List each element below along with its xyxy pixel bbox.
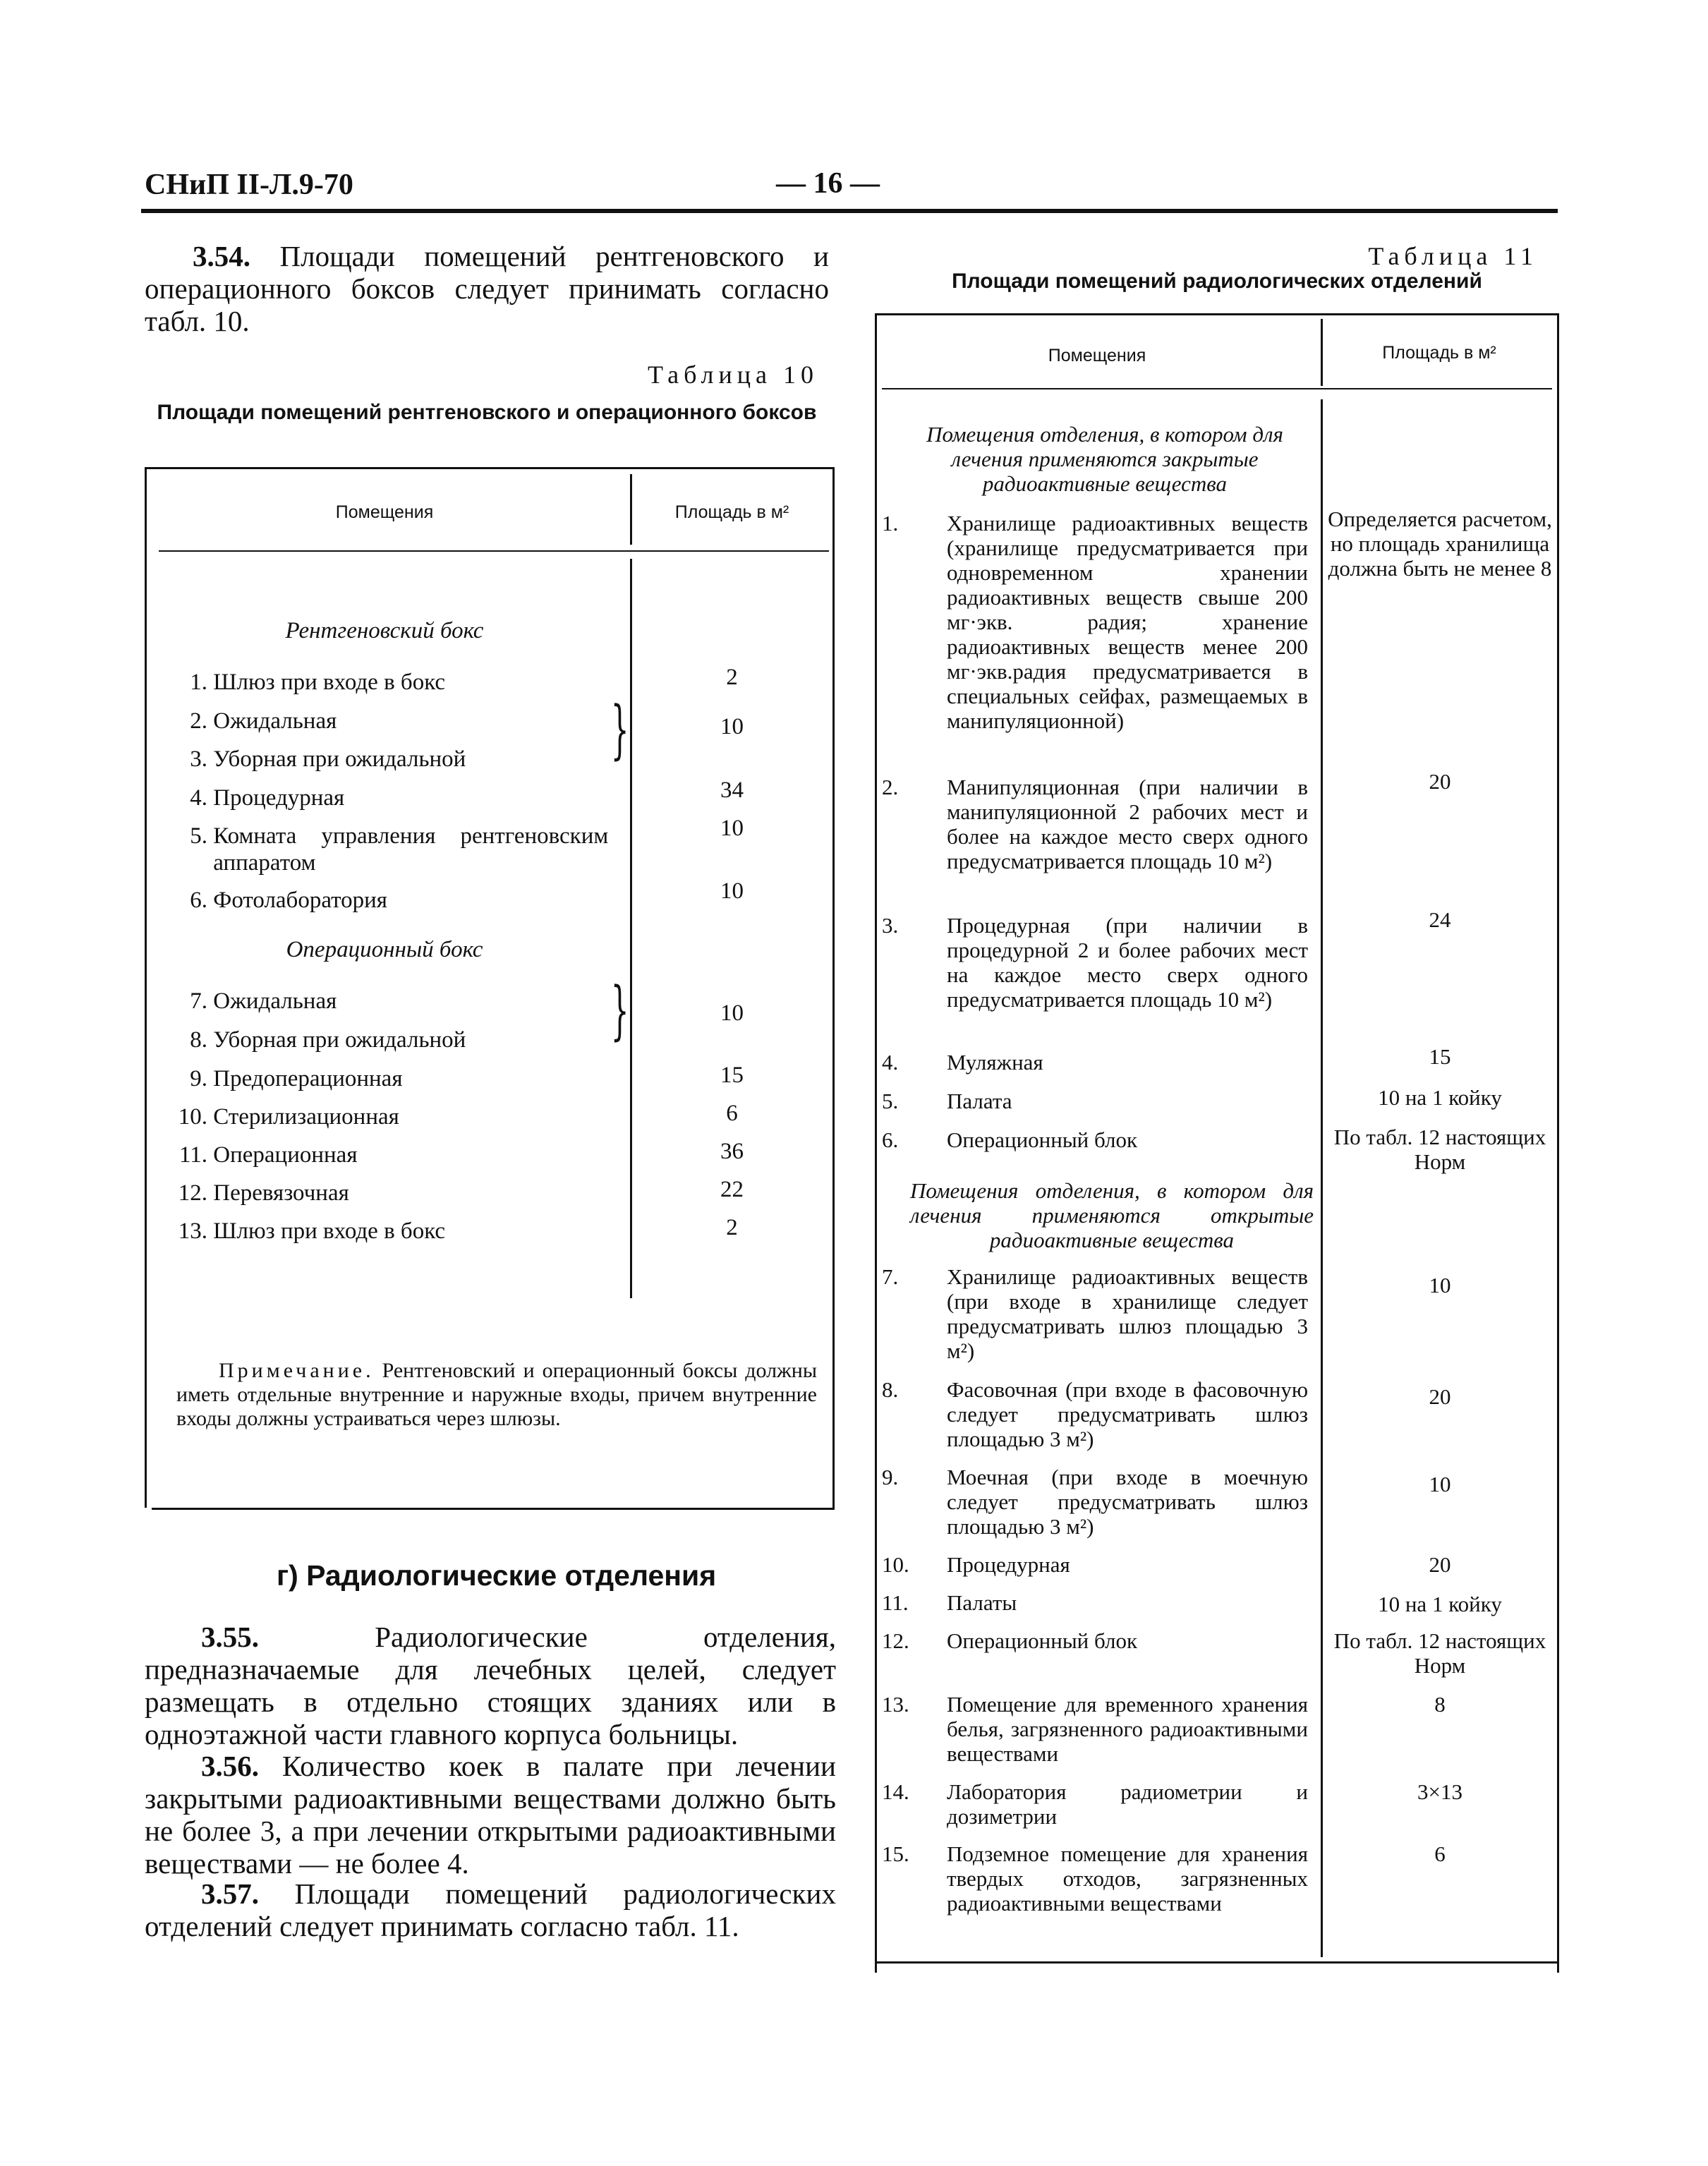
table-10-row bbox=[176, 1027, 621, 1053]
row-area: 22 bbox=[720, 1177, 744, 1202]
paragraph-text: Количество коек в палате при лечении закрытыми радиоактивными веществами должно быть не более 3, а при лечении открытыми радиоактивными веществами — не более 4. bbox=[145, 1750, 836, 1880]
table-10-section: Операционный бокс bbox=[286, 937, 483, 962]
group-brace-icon: } bbox=[610, 974, 629, 1048]
row-area: 10 на 1 койку bbox=[1378, 1592, 1502, 1616]
table-11-top-rule bbox=[875, 313, 1559, 315]
row-area: 10 bbox=[720, 878, 744, 904]
row-room: Операционная bbox=[213, 1142, 358, 1168]
row-room: Процедурная (при наличии в процедурной 2 и более рабочих мест на каждое место сверх одного предусматривается площадь 10 м²) bbox=[947, 913, 1308, 1012]
row-room: Моечная (при входе в моечную следует предусматривать шлюз площадью 3 м²) bbox=[947, 1465, 1308, 1539]
row-area: 20 bbox=[1429, 769, 1451, 794]
table-11-header-rooms: Помещения bbox=[1048, 346, 1146, 365]
row-room: Хранилище радиоактивных веществ (при входе в хранилище следует предусматривать шлюз площадью 3 м²) bbox=[947, 1264, 1308, 1363]
row-number: 5. bbox=[882, 1089, 899, 1113]
row-area: Определяется расчетом, но площадь хранилища должна быть не менее 8 bbox=[1328, 507, 1552, 581]
table-11-row bbox=[882, 913, 1312, 1012]
table-11-header-rule bbox=[882, 388, 1552, 389]
table-10-note bbox=[176, 1359, 817, 1431]
row-room: Манипуляционная (при наличии в манипуляционной 2 рабочих мест и более на каждое место сверх одного предусматривается площадь 10 м²) bbox=[947, 775, 1308, 873]
paragraph-number: 3.57. bbox=[201, 1877, 259, 1910]
paragraph-number: 3.55. bbox=[201, 1621, 259, 1653]
row-number: 15. bbox=[882, 1841, 909, 1866]
row-room: Фасовочная (при входе в фасовочную следует предусматривать шлюз площадью 3 м²) bbox=[947, 1377, 1308, 1451]
group-area: 10 bbox=[720, 1000, 744, 1026]
table-10-row bbox=[176, 669, 621, 696]
table-10-right-border bbox=[832, 467, 835, 1508]
table-10-row bbox=[176, 887, 621, 914]
row-number: 14. bbox=[882, 1779, 909, 1804]
row-room: Процедурная bbox=[947, 1552, 1070, 1577]
table-10-header-rooms: Помещения bbox=[335, 502, 434, 522]
row-area: 36 bbox=[720, 1139, 744, 1164]
table-11-column-divider bbox=[1321, 399, 1323, 1957]
row-number: 8. bbox=[190, 1027, 207, 1053]
table-11-row bbox=[882, 1377, 1312, 1451]
row-area: 3×13 bbox=[1417, 1779, 1462, 1804]
paragraph-3-56 bbox=[145, 1750, 836, 1880]
row-number: 1. bbox=[882, 511, 899, 536]
paragraph-3-55 bbox=[145, 1621, 836, 1750]
table-10-row bbox=[162, 1103, 621, 1130]
row-area: 15 bbox=[720, 1063, 744, 1088]
table-10-bottom-rule bbox=[152, 1508, 835, 1510]
row-area: По табл. 12 настоящих Норм bbox=[1333, 1125, 1546, 1174]
table-11-row bbox=[882, 1465, 1312, 1539]
row-number: 13. bbox=[178, 1218, 207, 1244]
row-room: Хранилище радиоактивных веществ (хранилище предусматривается при одновременном хранении радиоактивных веществ свыше 200 мг·экв. радия; хранение радиоактивных веществ менее 200 мг·экв.радия предусматривается в специальных сейфах, размещаемых в манипуляционной) bbox=[947, 511, 1308, 733]
row-room: Подземное помещение для хранения твердых отходов, загрязненных радиоактивными веществами bbox=[947, 1841, 1308, 1916]
table-11-row bbox=[882, 1050, 1312, 1075]
table-10-row bbox=[162, 1180, 621, 1206]
table-11-row bbox=[882, 1264, 1312, 1363]
table-10-top-rule bbox=[145, 467, 835, 469]
row-area: 6 bbox=[1434, 1841, 1446, 1866]
note-text: Рентгеновский и операционный боксы должны иметь отдельные внутренние и наружные входы, причем внутренние входы должны устраиваться через шлюзы. bbox=[176, 1359, 817, 1430]
row-room: Муляжная bbox=[947, 1050, 1043, 1075]
row-number: 9. bbox=[190, 1066, 207, 1091]
group-brace-icon: } bbox=[610, 693, 629, 767]
table-10-header-area: Площадь в м² bbox=[674, 502, 789, 522]
document-code: СНиП II-Л.9-70 bbox=[145, 169, 353, 201]
row-room: Операционный блок bbox=[947, 1127, 1138, 1152]
table-11-row bbox=[882, 1628, 1312, 1653]
table-11-row bbox=[882, 1552, 1312, 1577]
paragraph-text: Площади помещений рентгеновского и операционного боксов следует принимать согласно табл. 10. bbox=[145, 240, 829, 337]
row-room: Палата bbox=[947, 1089, 1012, 1113]
row-area: 20 bbox=[1429, 1384, 1451, 1409]
row-number: 11. bbox=[882, 1590, 909, 1615]
row-room: Палаты bbox=[947, 1590, 1017, 1615]
table-11-row bbox=[882, 775, 1312, 873]
table-11-row bbox=[882, 1089, 1312, 1113]
table-11-header-divider bbox=[1321, 319, 1323, 386]
table-11-row bbox=[882, 1127, 1312, 1152]
table-10-section: Рентгеновский бокс bbox=[285, 618, 484, 643]
row-number: 12. bbox=[178, 1180, 207, 1206]
row-room: Уборная при ожидальной bbox=[213, 1027, 466, 1053]
table-11-row bbox=[882, 511, 1312, 733]
row-number: 7. bbox=[882, 1264, 899, 1289]
table-11-title: Площади помещений радиологических отделений bbox=[952, 270, 1482, 293]
table-11-section: Помещения отделения, в котором для лечения применяются открытые радиоактивные вещества bbox=[910, 1178, 1314, 1252]
table-10-row bbox=[176, 1065, 621, 1092]
row-number: 10. bbox=[178, 1104, 207, 1130]
paragraph-number: 3.54. bbox=[193, 240, 250, 272]
row-number: 11. bbox=[178, 1142, 207, 1168]
row-room: Помещение для временного хранения белья, загрязненного радиоактивными веществами bbox=[947, 1692, 1308, 1766]
row-number: 3. bbox=[882, 913, 899, 938]
row-room: Операционный блок bbox=[947, 1628, 1138, 1653]
table-10-row bbox=[176, 708, 621, 734]
note-label: Примечание. bbox=[219, 1359, 375, 1382]
row-area: 10 на 1 койку bbox=[1378, 1085, 1502, 1110]
row-number: 3. bbox=[190, 746, 207, 772]
table-10-title: Площади помещений рентгеновского и операционного боксов bbox=[157, 401, 817, 424]
row-room: Процедурная bbox=[213, 785, 345, 811]
row-number: 6. bbox=[882, 1127, 899, 1152]
table-11-row bbox=[882, 1692, 1312, 1766]
row-room: Ожидальная bbox=[213, 708, 337, 734]
table-10-row bbox=[176, 823, 621, 876]
table-11-right-border bbox=[1557, 313, 1559, 1973]
row-number: 4. bbox=[882, 1050, 899, 1075]
page-number: — 16 — bbox=[776, 167, 880, 200]
row-area: 15 bbox=[1429, 1044, 1451, 1069]
table-10-row bbox=[162, 1142, 621, 1168]
row-number: 1. bbox=[190, 670, 207, 695]
row-room: Перевязочная bbox=[213, 1180, 349, 1206]
row-number: 2. bbox=[190, 708, 207, 734]
row-number: 10. bbox=[882, 1552, 909, 1577]
table-11-row bbox=[882, 1779, 1312, 1829]
section-heading: г) Радиологические отделения bbox=[277, 1559, 717, 1592]
row-room: Фотолаборатория bbox=[213, 888, 387, 913]
row-area: 10 bbox=[1429, 1273, 1451, 1297]
table-10-left-border bbox=[145, 467, 147, 1508]
paragraph-text: Площади помещений радиологических отделений следует принимать согласно табл. 11. bbox=[145, 1877, 836, 1942]
row-number: 9. bbox=[882, 1465, 899, 1489]
row-area: 8 bbox=[1434, 1692, 1446, 1717]
row-area: 34 bbox=[720, 778, 744, 803]
row-number: 2. bbox=[882, 775, 899, 799]
table-10-header-rule bbox=[159, 550, 829, 552]
row-area: 2 bbox=[726, 1215, 738, 1240]
row-room: Предоперационная bbox=[213, 1066, 403, 1091]
row-number: 6. bbox=[190, 888, 207, 913]
table-11-caption: Таблица 11 bbox=[1368, 242, 1538, 270]
table-10-row bbox=[176, 746, 621, 773]
header-rule bbox=[141, 209, 1558, 213]
table-11-section: Помещения отделения, в котором для лечения применяются закрытые радиоактивные вещества bbox=[926, 422, 1283, 496]
row-area: 20 bbox=[1429, 1552, 1451, 1577]
row-number: 5. bbox=[190, 823, 207, 849]
group-area: 10 bbox=[720, 714, 744, 739]
paragraph-text: Радиологические отделения, предназначаемые для лечебных целей, следует размещать в отдельно стоящих зданиях или в одноэтажной части главного корпуса больницы. bbox=[145, 1621, 836, 1750]
row-room: Лаборатория радиометрии и дозиметрии bbox=[947, 1779, 1308, 1829]
row-number: 8. bbox=[882, 1377, 899, 1402]
table-10-header-divider bbox=[630, 474, 632, 545]
row-number: 13. bbox=[882, 1692, 909, 1717]
row-room: Шлюз при входе в бокс bbox=[213, 670, 446, 695]
table-10-row bbox=[176, 988, 621, 1015]
table-10-row bbox=[176, 785, 621, 811]
table-11-row bbox=[882, 1841, 1312, 1916]
row-room: Комната управления рентгеновским аппаратом bbox=[213, 823, 609, 876]
row-room: Ожидальная bbox=[213, 988, 337, 1014]
paragraph-3-57 bbox=[145, 1877, 836, 1942]
row-area: По табл. 12 настоящих Норм bbox=[1333, 1628, 1546, 1678]
row-area: 10 bbox=[1429, 1472, 1451, 1496]
row-number: 4. bbox=[190, 785, 207, 811]
table-10-column-divider bbox=[630, 559, 632, 1298]
row-area: 24 bbox=[1429, 907, 1451, 932]
table-10-row bbox=[162, 1218, 621, 1245]
row-room: Уборная при ожидальной bbox=[213, 746, 466, 772]
row-room: Шлюз при входе в бокс bbox=[213, 1218, 446, 1244]
row-area: 10 bbox=[720, 816, 744, 841]
table-11-left-border bbox=[875, 313, 877, 1973]
row-area: 6 bbox=[726, 1101, 738, 1126]
row-number: 12. bbox=[882, 1628, 909, 1653]
row-area: 2 bbox=[726, 665, 738, 690]
table-11-bottom-rule bbox=[875, 1961, 1559, 1964]
paragraph-3-54 bbox=[145, 240, 829, 337]
row-room: Стерилизационная bbox=[213, 1104, 399, 1130]
table-11-row bbox=[882, 1590, 1312, 1615]
table-10-caption: Таблица 10 bbox=[648, 361, 818, 389]
paragraph-number: 3.56. bbox=[201, 1750, 259, 1782]
row-number: 7. bbox=[190, 988, 207, 1014]
table-11-header-area: Площадь в м² bbox=[1382, 343, 1496, 363]
